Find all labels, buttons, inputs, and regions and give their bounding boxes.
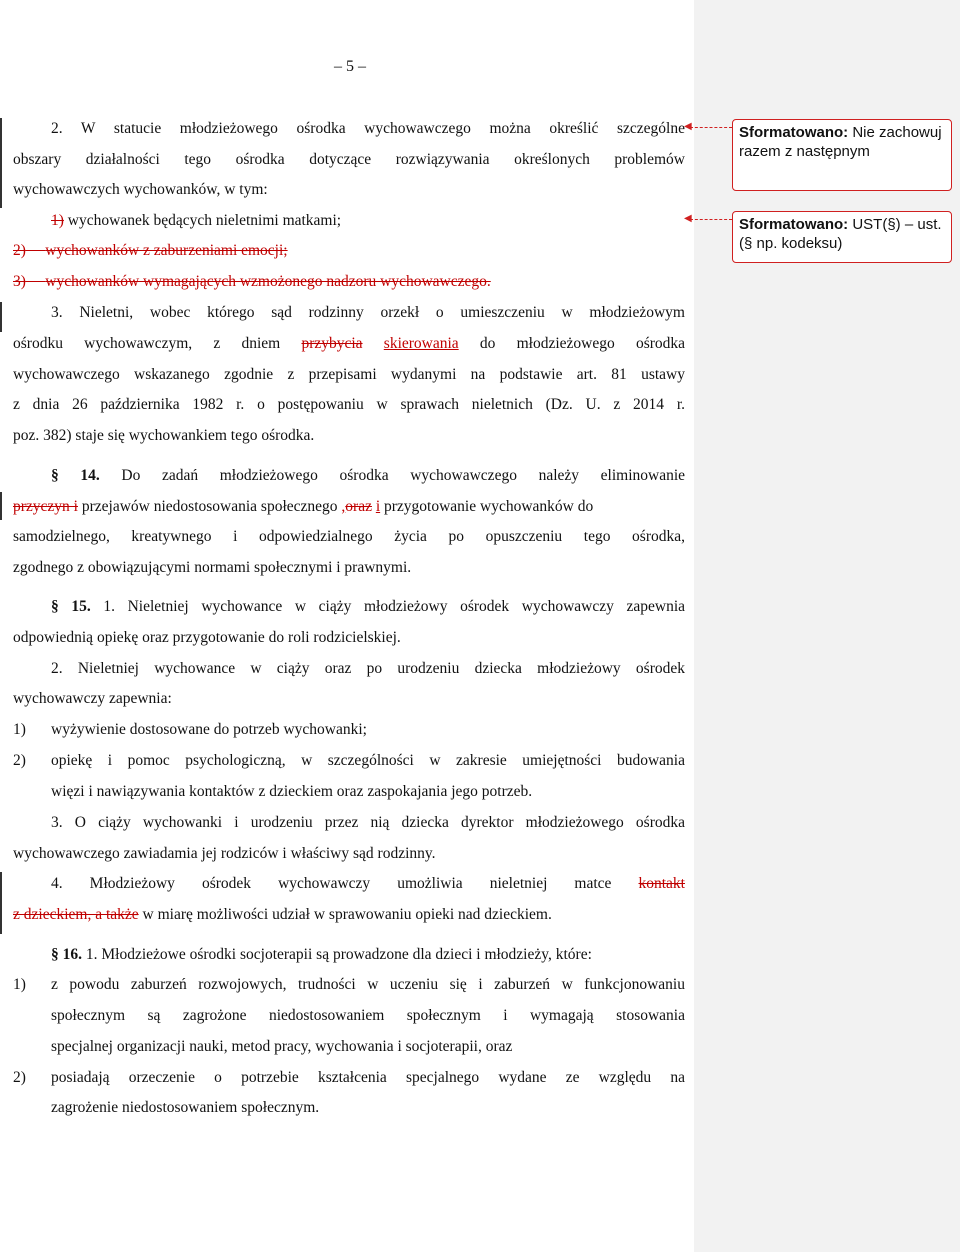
paragraph-line: wychowawczego wskazanego zgodnie z przepisami wydanymi na podstawie art. 81 ustawy bbox=[13, 366, 685, 383]
inserted-text: skierowania bbox=[383, 335, 459, 352]
list-item-continuation: więzi i nawiązywania kontaktów z dzieckiem oraz zaspokajania jego potrzeb. bbox=[51, 783, 533, 800]
comment-label: Sformatowano: bbox=[739, 216, 849, 233]
comment-label: Sformatowano: bbox=[739, 124, 849, 141]
deleted-text: przybycia bbox=[301, 335, 363, 352]
paragraph-line: wychowawczy zapewnia: bbox=[13, 690, 172, 707]
section-heading: § 15. bbox=[51, 598, 91, 615]
paragraph-line: wychowawczych wychowanków, w tym: bbox=[13, 181, 268, 198]
list-item: 1) wychowanek będących nieletnimi matkami; bbox=[51, 212, 342, 229]
list-item-continuation: zagrożenie niedostosowaniem społecznym. bbox=[51, 1099, 320, 1116]
comment-balloon-1[interactable] bbox=[732, 119, 952, 191]
paragraph-line: z dzieckiem, a także w miarę możliwości udział w sprawowaniu opieki nad dzieckiem. bbox=[13, 906, 552, 923]
section-14: § 14. Do zadań młodzieżowego ośrodka wychowawczego należy eliminowanie bbox=[51, 467, 686, 484]
arrow-icon: ◀ bbox=[684, 213, 692, 224]
paragraph-line: 3. Nieletni, wobec którego sąd rodzinny orzekł o umieszczeniu w młodzieżowym bbox=[51, 304, 685, 321]
paragraph-line: obszary działalności tego ośrodka dotyczące rozwiązywania określonych problemów bbox=[13, 151, 685, 168]
paragraph-line: odpowiednią opiekę oraz przygotowanie do roli rodzicielskiej. bbox=[13, 629, 401, 646]
paragraph-line: zgodnego z obowiązującymi normami społecznymi i prawnymi. bbox=[13, 559, 412, 576]
page-number: – 5 – bbox=[334, 58, 366, 75]
deleted-text: kontakt bbox=[638, 875, 685, 892]
list-item-deleted: 3) wychowanków wymagających wzmożonego nadzoru wychowawczego. bbox=[13, 273, 491, 290]
paragraph-line: 2. W statucie młodzieżowego ośrodka wychowawczego można określić szczególne bbox=[51, 120, 685, 137]
list-item: 1) z powodu zaburzeń rozwojowych, trudności w uczeniu się i zaburzeń w funkcjonowaniu bbox=[13, 976, 685, 993]
list-item-deleted: 2) wychowanków z zaburzeniami emocji; bbox=[13, 242, 288, 259]
deleted-text: 1) bbox=[51, 212, 64, 229]
list-item: 2) opiekę i pomoc psychologiczną, w szczególności w zakresie umiejętności budowania bbox=[13, 752, 685, 769]
paragraph-line: 3. O ciąży wychowanki i urodzeniu przez nią dziecka dyrektor młodzieżowego ośrodka bbox=[51, 814, 685, 831]
paragraph-line: z dnia 26 października 1982 r. o postępowaniu w sprawach nieletnich (Dz. U. z 2014 r. bbox=[13, 396, 685, 413]
comment-text: Nie zachowuj razem z następnym bbox=[739, 124, 942, 160]
list-item: 2) posiadają orzeczenie o potrzebie kształcenia specjalnego wydane ze względu na bbox=[13, 1069, 685, 1086]
arrow-icon: ◀ bbox=[684, 121, 692, 132]
comment-connector bbox=[690, 127, 732, 128]
paragraph-line: poz. 382) staje się wychowankiem tego ośrodka. bbox=[13, 427, 315, 444]
list-item: 1) wyżywienie dostosowane do potrzeb wychowanki; bbox=[13, 721, 367, 738]
inserted-text: , bbox=[341, 498, 346, 515]
paragraph-line: przyczyn i przejawów niedostosowania społecznego ,oraz i przygotowanie wychowanków do bbox=[13, 498, 594, 515]
change-bar bbox=[0, 118, 2, 208]
section-15: § 15. 1. Nieletniej wychowance w ciąży młodzieżowy ośrodek wychowawczy zapewnia bbox=[51, 598, 686, 615]
paragraph-line: wychowawczego zawiadamia jej rodziców i właściwy sąd rodzinny. bbox=[13, 845, 436, 862]
section-16: § 16. 1. Młodzieżowe ośrodki socjoterapii są prowadzone dla dzieci i młodzieży, które: bbox=[51, 946, 592, 963]
paragraph-line: 4. Młodzieżowy ośrodek wychowawczy umożliwia nieletniej matce kontakt bbox=[51, 875, 685, 892]
section-heading: § 14. bbox=[51, 467, 100, 484]
inserted-text: i bbox=[375, 498, 381, 515]
comment-text: UST(§) – ust. (§ np. kodeksu) bbox=[739, 216, 942, 252]
deleted-text: oraz bbox=[345, 498, 372, 515]
deleted-text: z dzieckiem, a także bbox=[13, 906, 139, 923]
paragraph-line: ośrodku wychowawczym, z dniem przybycia skierowania do młodzieżowego ośrodka bbox=[13, 335, 686, 352]
change-bar bbox=[0, 492, 2, 520]
list-item-continuation: społecznym są zagrożone niedostosowaniem społecznym i wymagają stosowania bbox=[51, 1007, 685, 1024]
comment-balloon-2[interactable] bbox=[732, 211, 952, 263]
paragraph-line: samodzielnego, kreatywnego i odpowiedzialnego życia po opuszczeniu tego ośrodka, bbox=[13, 528, 685, 545]
change-bar bbox=[0, 872, 2, 934]
deleted-text: przyczyn i bbox=[13, 498, 78, 515]
change-bar bbox=[0, 302, 2, 332]
comment-connector bbox=[690, 219, 732, 220]
list-item-continuation: specjalnej organizacji nauki, metod pracy, wychowania i socjoterapii, oraz bbox=[51, 1038, 513, 1055]
paragraph-line: 2. Nieletniej wychowance w ciąży oraz po urodzeniu dziecka młodzieżowy ośrodek bbox=[51, 660, 685, 677]
section-heading: § 16. bbox=[51, 946, 82, 963]
